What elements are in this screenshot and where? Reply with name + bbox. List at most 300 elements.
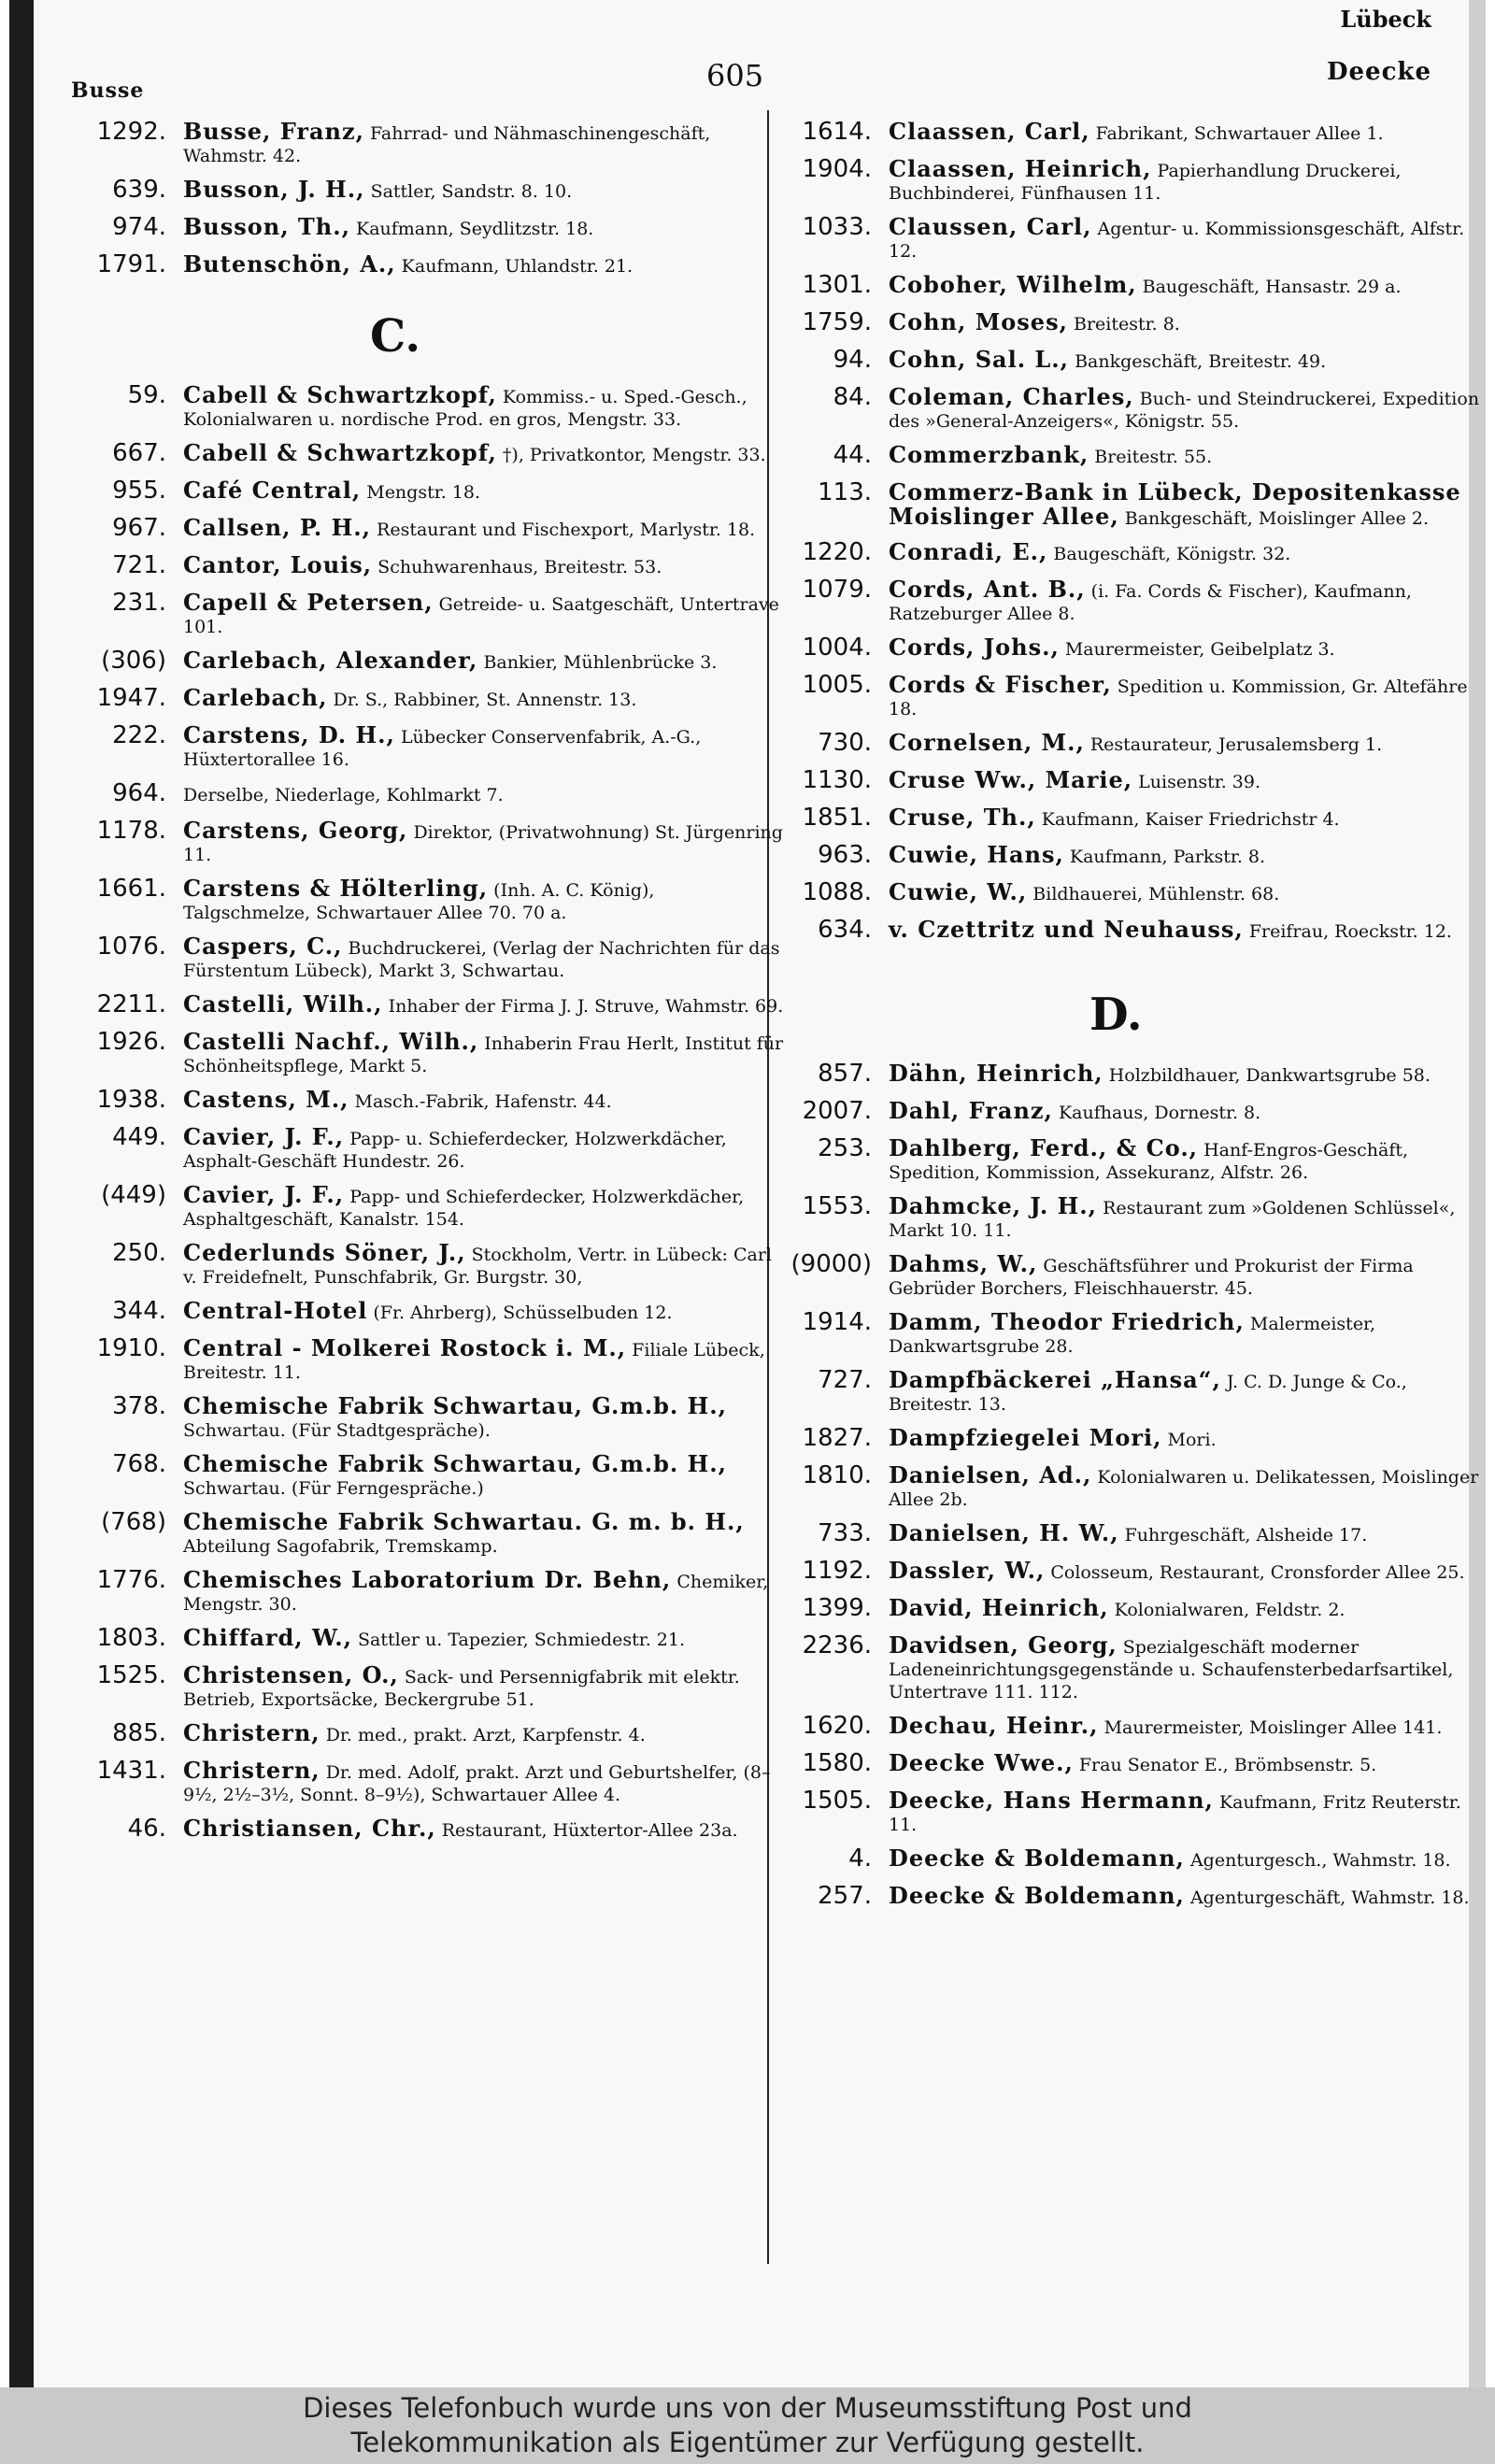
entry-text xyxy=(183,117,786,167)
directory-entry xyxy=(781,477,1491,530)
phone-number: 967. xyxy=(112,514,166,542)
entry-name: Deecke Wwe., xyxy=(889,1749,1074,1776)
entry-name: Chemisches Laboratorium Dr. Behn, xyxy=(183,1566,672,1593)
entry-name: Busson, Th., xyxy=(183,213,350,240)
directory-entry xyxy=(76,438,786,468)
directory-entry xyxy=(76,1180,786,1231)
phone-number: 1904. xyxy=(802,155,872,183)
phone-number: 250. xyxy=(112,1239,166,1267)
entry-name: Castelli Nachf., Wilh., xyxy=(183,1028,479,1055)
entry-details: Filiale Lübeck, Breitestr. 11. xyxy=(183,1340,765,1383)
entry-text xyxy=(889,1518,1491,1546)
entry-text xyxy=(183,1718,786,1746)
entry-details: Kolonialwaren u. Delikatessen, Moislinger Allee 2b. xyxy=(889,1467,1479,1510)
entry-details: Papp- und Schieferdecker, Holzwerkdächer, Asphaltgeschäft, Kanalstr. 154. xyxy=(183,1187,745,1230)
directory-entry xyxy=(76,932,786,982)
entry-text xyxy=(183,1180,786,1231)
phone-number: 1033. xyxy=(802,213,872,241)
entry-text xyxy=(889,765,1491,793)
entry-name: Cords, Ant. B., xyxy=(889,576,1086,603)
directory-entry xyxy=(76,212,786,242)
phone-number: 721. xyxy=(112,551,166,579)
phone-number: 768. xyxy=(112,1450,166,1478)
entry-name: Dechau, Heinr., xyxy=(889,1712,1099,1739)
entry-details: (Fr. Ahrberg), Schüsselbuden 12. xyxy=(373,1303,673,1323)
entry-details: Kolonialwaren, Feldstr. 2. xyxy=(1114,1600,1346,1620)
directory-entry xyxy=(76,175,786,205)
entry-details: Masch.-Fabrik, Hafenstr. 44. xyxy=(354,1091,612,1112)
phone-number: 1553. xyxy=(802,1192,872,1220)
directory-entry xyxy=(76,1660,786,1711)
entry-details: Freifrau, Roeckstr. 12. xyxy=(1248,921,1452,942)
phone-number: 730. xyxy=(818,729,872,757)
directory-entry xyxy=(781,840,1491,870)
left-column xyxy=(76,117,786,1851)
entry-details: Agenturgeschäft, Wahmstr. 18. xyxy=(1189,1887,1470,1908)
entry-text xyxy=(183,1085,786,1113)
entry-name: Claussen, Carl, xyxy=(889,213,1092,240)
entry-name: Carlebach, xyxy=(183,684,328,711)
phone-number: 113. xyxy=(818,478,872,506)
directory-entry xyxy=(76,380,786,431)
phone-number: 1079. xyxy=(802,576,872,604)
directory-entry xyxy=(76,1085,786,1115)
phone-number: 667. xyxy=(112,439,166,467)
entry-text xyxy=(889,803,1491,831)
entry-name: Christern, xyxy=(183,1757,320,1784)
directory-entry xyxy=(781,1556,1491,1586)
entry-name: Deecke & Boldemann, xyxy=(889,1844,1185,1872)
entry-details: Kaufmann, Seydlitzstr. 18. xyxy=(356,219,594,239)
phone-number: 857. xyxy=(818,1060,872,1088)
entry-details: Sattler u. Tapezier, Schmiedestr. 21. xyxy=(357,1630,686,1650)
entry-name: v. Czettritz und Neuhauss, xyxy=(889,916,1244,943)
entry-name: Chemische Fabrik Schwartau. G. m. b. H., xyxy=(183,1508,745,1535)
phone-number: 639. xyxy=(112,176,166,204)
directory-entry xyxy=(76,1565,786,1616)
directory-entry xyxy=(781,1881,1491,1911)
entry-name: Chemische Fabrik Schwartau, G.m.b. H., xyxy=(183,1450,728,1477)
entry-details: Lübecker Conservenfabrik, A.-G., Hüxtertorallee 16. xyxy=(183,727,702,770)
entry-text xyxy=(183,380,786,431)
phone-number: 1301. xyxy=(802,271,872,299)
entry-details: Maurermeister, Moislinger Allee 141. xyxy=(1103,1717,1443,1738)
phone-number: 634. xyxy=(818,916,872,944)
entry-details: Dr. med., prakt. Arzt, Karpfenstr. 4. xyxy=(325,1725,646,1745)
entry-details: Bankier, Mühlenbrücke 3. xyxy=(483,652,718,673)
entry-name: Commerz-Bank in Lübeck, Depositenkasse Moislinger Allee, xyxy=(889,478,1461,530)
phone-number: 1088. xyxy=(802,878,872,906)
entry-name: Cederlunds Söner, J., xyxy=(183,1239,466,1266)
entry-name: Dampfbäckerei „Hansa“, xyxy=(889,1366,1221,1393)
directory-entry xyxy=(781,1249,1491,1300)
entry-text xyxy=(889,440,1491,468)
phone-number: (9000) xyxy=(790,1250,872,1278)
entry-text xyxy=(889,1711,1491,1739)
phone-number: 449. xyxy=(112,1123,166,1151)
directory-entry xyxy=(76,646,786,676)
entry-details: Papierhandlung Druckerei, Buchbinderei, Fünfhausen 11. xyxy=(889,161,1402,204)
entry-text xyxy=(183,1814,786,1842)
entry-text xyxy=(889,877,1491,905)
entry-text xyxy=(183,1623,786,1651)
entry-name: Cavier, J. F., xyxy=(183,1123,345,1150)
entry-text xyxy=(889,1096,1491,1124)
directory-entry xyxy=(76,1449,786,1500)
phone-number: 1661. xyxy=(96,875,166,903)
phone-number: 222. xyxy=(112,721,166,749)
entry-name: Christiansen, Chr., xyxy=(183,1815,436,1842)
entry-name: Café Central, xyxy=(183,477,362,504)
entry-details: Spedition u. Kommission, Gr. Altefähre 18. xyxy=(889,677,1468,719)
directory-entry xyxy=(781,1133,1491,1184)
directory-entry xyxy=(781,633,1491,662)
entry-text xyxy=(183,249,786,278)
phone-number: 1005. xyxy=(802,671,872,699)
directory-entry xyxy=(76,1333,786,1384)
directory-entry xyxy=(781,1191,1491,1242)
directory-entry xyxy=(781,1593,1491,1623)
entry-details: Getreide- u. Saatgeschäft, Untertrave 101. xyxy=(183,594,779,637)
entry-name: Cuwie, Hans, xyxy=(889,841,1064,868)
entry-details: Abteilung Sagofabrik, Tremskamp. xyxy=(183,1536,498,1557)
footer-note xyxy=(0,2387,1495,2464)
entry-name: Callsen, P. H., xyxy=(183,514,371,541)
entry-name: Busson, J. H., xyxy=(183,176,365,203)
entry-text xyxy=(183,476,786,504)
entry-name: Deecke, Hans Hermann, xyxy=(889,1787,1214,1814)
phone-number: 1614. xyxy=(802,118,872,146)
entry-name: Capell & Petersen, xyxy=(183,589,434,616)
right-column xyxy=(781,117,1491,1918)
entry-text xyxy=(183,438,786,466)
phone-number: 964. xyxy=(112,779,166,807)
entry-name: Dassler, W., xyxy=(889,1557,1046,1584)
directory-entry xyxy=(781,1844,1491,1873)
entry-text xyxy=(889,270,1491,298)
entry-details: †), Privatkontor, Mengstr. 33. xyxy=(502,445,766,465)
phone-number: 1791. xyxy=(96,250,166,278)
phone-number: 1292. xyxy=(96,118,166,146)
entry-text xyxy=(889,1881,1491,1909)
entry-text xyxy=(183,932,786,982)
entry-text xyxy=(183,1333,786,1384)
phone-number: 974. xyxy=(112,213,166,241)
directory-entry xyxy=(781,765,1491,795)
directory-entry xyxy=(76,1718,786,1748)
phone-number: 378. xyxy=(112,1392,166,1420)
entry-text xyxy=(183,1391,786,1442)
phone-number: (768) xyxy=(101,1508,166,1536)
entry-name: Damm, Theodor Friedrich, xyxy=(889,1308,1245,1335)
entry-text xyxy=(889,575,1491,625)
entry-text xyxy=(889,117,1491,145)
directory-entry xyxy=(781,877,1491,907)
entry-details: Papp- u. Schieferdecker, Holzwerkdächer, Asphalt-Geschäft Hundestr. 26. xyxy=(183,1129,727,1172)
phone-number: 253. xyxy=(818,1134,872,1162)
entry-details: Sattler, Sandstr. 8. 10. xyxy=(370,181,573,202)
phone-number: 1620. xyxy=(802,1712,872,1740)
entry-name: Danielsen, H. W., xyxy=(889,1519,1119,1546)
directory-entry xyxy=(781,728,1491,758)
entry-name: Cruse, Th., xyxy=(889,804,1036,831)
entry-details: Derselbe, Niederlage, Kohlmarkt 7. xyxy=(183,785,504,805)
entry-text xyxy=(889,1593,1491,1621)
phone-number: 1076. xyxy=(96,933,166,961)
directory-entry xyxy=(781,1096,1491,1126)
entry-name: Cohn, Moses, xyxy=(889,308,1068,335)
directory-entry xyxy=(781,1518,1491,1548)
directory-entry xyxy=(76,1122,786,1173)
entry-name: Danielsen, Ad., xyxy=(889,1461,1092,1488)
entry-text xyxy=(183,1296,786,1324)
entry-text xyxy=(183,646,786,674)
directory-entry xyxy=(76,588,786,638)
entry-name: Dahlberg, Ferd., & Co., xyxy=(889,1134,1199,1161)
entry-name: Cords & Fischer, xyxy=(889,671,1112,698)
entry-text xyxy=(183,1756,786,1806)
entry-name: Busse, Franz, xyxy=(183,118,364,145)
entry-name: Dahmcke, J. H., xyxy=(889,1192,1098,1219)
entry-text xyxy=(889,345,1491,373)
entry-name: Cords, Johs., xyxy=(889,634,1060,661)
entry-name: Central - Molkerei Rostock i. M., xyxy=(183,1334,627,1361)
entry-name: Chemische Fabrik Schwartau, G.m.b. H., xyxy=(183,1392,728,1419)
phone-number: 1803. xyxy=(96,1624,166,1652)
entry-details: Fabrikant, Schwartauer Allee 1. xyxy=(1095,123,1384,144)
entry-name: Cruse Ww., Marie, xyxy=(889,766,1133,793)
phone-number: 1810. xyxy=(802,1461,872,1489)
phone-number: 885. xyxy=(112,1719,166,1747)
entry-details: Dr. S., Rabbiner, St. Annenstr. 13. xyxy=(333,690,637,710)
running-head-last-entry: Deecke xyxy=(1326,58,1431,86)
entry-text xyxy=(889,1460,1491,1511)
entry-text xyxy=(889,154,1491,205)
phone-number: 1926. xyxy=(96,1028,166,1056)
entry-name: Cabell & Schwartzkopf, xyxy=(183,439,497,466)
entry-text xyxy=(889,212,1491,263)
directory-entry xyxy=(76,1296,786,1326)
directory-entry xyxy=(76,476,786,506)
directory-entry xyxy=(76,513,786,543)
entry-details: (Inh. A. C. König), Talgschmelze, Schwartauer Allee 70. 70 a. xyxy=(183,880,655,923)
entry-details: J. C. D. Junge & Co., Breitestr. 13. xyxy=(889,1372,1407,1415)
entry-name: Claassen, Carl, xyxy=(889,118,1090,145)
entry-details: Mengstr. 18. xyxy=(366,482,481,503)
phone-number: (449) xyxy=(101,1181,166,1209)
directory-entry xyxy=(76,550,786,580)
entry-name: Dahms, W., xyxy=(889,1250,1038,1277)
entry-text xyxy=(889,1191,1491,1242)
directory-entry xyxy=(781,1460,1491,1511)
entry-details: Mori. xyxy=(1167,1430,1217,1450)
phone-number: 733. xyxy=(818,1519,872,1547)
directory-entry xyxy=(781,382,1491,433)
entry-details: Chemiker, Mengstr. 30. xyxy=(183,1572,769,1615)
directory-entry xyxy=(76,990,786,1019)
phone-number: 44. xyxy=(833,441,872,469)
scanned-page xyxy=(9,0,1486,2387)
entry-details: Hanf-Engros-Geschäft, Spedition, Kommission, Assekuranz, Alfstr. 26. xyxy=(889,1140,1409,1183)
directory-entry xyxy=(781,537,1491,567)
entry-details: Baugeschäft, Königstr. 32. xyxy=(1053,544,1291,564)
entry-details: Stockholm, Vertr. in Lübeck: Carl v. Freidefnelt, Punschfabrik, Gr. Burgstr. 30, xyxy=(183,1245,772,1288)
phone-number: 727. xyxy=(818,1366,872,1394)
directory-entry xyxy=(76,1756,786,1806)
entry-details: Geschäftsführer und Prokurist der Firma Gebrüder Borchers, Fleischhauerstr. 45. xyxy=(889,1256,1414,1299)
phone-number: 1178. xyxy=(96,817,166,845)
entry-name: Christensen, O., xyxy=(183,1661,399,1688)
entry-details: Buchdruckerei, (Verlag der Nachrichten für das Fürstentum Lübeck), Markt 3, Schwartau. xyxy=(183,938,780,981)
entry-details: Kaufhaus, Dornestr. 8. xyxy=(1058,1103,1261,1123)
phone-number: 94. xyxy=(833,346,872,374)
entry-name: Chiffard, W., xyxy=(183,1624,352,1651)
directory-entry xyxy=(76,683,786,713)
entry-text xyxy=(889,1365,1491,1416)
entry-details: Luisenstr. 39. xyxy=(1138,772,1260,792)
phone-number: 1399. xyxy=(802,1594,872,1622)
directory-entry xyxy=(781,1423,1491,1453)
entry-name: Dähn, Heinrich, xyxy=(889,1060,1103,1087)
entry-details: Maurermeister, Geibelplatz 3. xyxy=(1064,639,1335,660)
entry-name: Conradi, E., xyxy=(889,538,1048,565)
entry-details: Kaufmann, Fritz Reuterstr. 11. xyxy=(889,1792,1461,1835)
directory-entry xyxy=(76,249,786,279)
directory-entry xyxy=(781,670,1491,720)
entry-name: Carstens, D. H., xyxy=(183,721,395,748)
entry-text xyxy=(889,477,1491,530)
entry-details: Breitestr. 55. xyxy=(1094,447,1213,467)
entry-details: Inhaber der Firma J. J. Struve, Wahmstr. 69. xyxy=(388,996,784,1017)
section-letter: D. xyxy=(1089,989,1143,1041)
entry-details: Spezialgeschäft moderner Ladeneinrichtungsgegenstände u. Schaufensterbedarfsartikel, Untertrave 111. 112. xyxy=(889,1637,1454,1702)
directory-entry xyxy=(781,1631,1491,1703)
entry-text xyxy=(889,633,1491,661)
entry-name: Davidsen, Georg, xyxy=(889,1631,1118,1659)
entry-details: Holzbildhauer, Dankwartsgrube 58. xyxy=(1108,1065,1431,1086)
entry-text xyxy=(183,1238,786,1289)
running-head-city: Lübeck xyxy=(1340,6,1431,33)
entry-name: Cuwie, W., xyxy=(889,878,1028,905)
directory-entry xyxy=(781,575,1491,625)
entry-text xyxy=(889,1844,1491,1872)
entry-name: Claassen, Heinrich, xyxy=(889,155,1152,182)
entry-text xyxy=(183,212,786,240)
entry-details: Breitestr. 8. xyxy=(1074,314,1180,335)
entry-text xyxy=(183,1027,786,1077)
entry-text xyxy=(183,778,786,806)
phone-number: 1938. xyxy=(96,1086,166,1114)
directory-entry xyxy=(781,803,1491,833)
entry-details: Restaurant und Fischexport, Marlystr. 18. xyxy=(377,520,756,540)
entry-details: Restaurateur, Jerusalemsberg 1. xyxy=(1089,734,1383,755)
phone-number: 4. xyxy=(848,1844,872,1873)
directory-entry xyxy=(781,1711,1491,1741)
page-number: 605 xyxy=(706,58,764,93)
footer-line-1: Dieses Telefonbuch wurde uns von der Museumsstiftung Post und xyxy=(303,2392,1192,2424)
entry-details: Sack- und Persennigfabrik mit elektr. Betrieb, Exportsäcke, Beckergrube 51. xyxy=(183,1667,740,1710)
entry-text xyxy=(183,1660,786,1711)
directory-entry xyxy=(781,270,1491,300)
directory-entry xyxy=(781,1365,1491,1416)
directory-entry xyxy=(76,1238,786,1289)
entry-name: Deecke & Boldemann, xyxy=(889,1882,1185,1909)
entry-details: Bankgeschäft, Breitestr. 49. xyxy=(1075,351,1327,372)
directory-entry xyxy=(781,345,1491,375)
entry-name: Coleman, Charles, xyxy=(889,383,1134,410)
entry-text xyxy=(889,1423,1491,1451)
entry-details: Baugeschäft, Hansastr. 29 a. xyxy=(1142,277,1402,297)
entry-text xyxy=(889,1786,1491,1836)
phone-number: 1851. xyxy=(802,804,872,832)
phone-number: (306) xyxy=(101,647,166,675)
entry-text xyxy=(889,1307,1491,1358)
phone-number: 963. xyxy=(818,841,872,869)
directory-entry xyxy=(781,117,1491,147)
phone-number: 46. xyxy=(127,1815,166,1843)
entry-name: Dampfziegelei Mori, xyxy=(889,1424,1162,1451)
entry-details: Kaufmann, Parkstr. 8. xyxy=(1069,847,1266,867)
entry-name: Castelli, Wilh., xyxy=(183,990,383,1018)
entry-text xyxy=(183,175,786,203)
entry-name: Commerzbank, xyxy=(889,441,1089,468)
entry-name: Cantor, Louis, xyxy=(183,551,373,578)
directory-entry xyxy=(781,1307,1491,1358)
directory-entry xyxy=(781,915,1491,945)
entry-details: Schwartau. (Für Stadtgespräche). xyxy=(183,1420,491,1441)
phone-number: 1525. xyxy=(96,1661,166,1689)
entry-text xyxy=(183,720,786,771)
phone-number: 1827. xyxy=(802,1424,872,1452)
phone-number: 59. xyxy=(127,381,166,409)
entry-details: Restaurant zum »Goldenen Schlüssel«, Markt 10. 11. xyxy=(889,1198,1456,1241)
directory-entry xyxy=(781,440,1491,470)
entry-name: Cabell & Schwartzkopf, xyxy=(183,381,497,408)
phone-number: 84. xyxy=(833,383,872,411)
entry-details: Agenturgesch., Wahmstr. 18. xyxy=(1189,1850,1451,1871)
entry-text xyxy=(183,550,786,578)
entry-details: Frau Senator E., Brömbsenstr. 5. xyxy=(1078,1755,1377,1775)
entry-details: Dr. med. Adolf, prakt. Arzt und Geburtshelfer, (8–9½, 2½–3½, Sonnt. 8–9½), Schwartauer Allee 4. xyxy=(183,1762,771,1805)
phone-number: 1004. xyxy=(802,634,872,662)
entry-details: Kommiss.- u. Sped.-Gesch., Kolonialwaren u. nordische Prod. en gros, Mengstr. 33. xyxy=(183,387,748,430)
entry-details: Schuhwarenhaus, Breitestr. 53. xyxy=(377,557,662,577)
phone-number: 1776. xyxy=(96,1566,166,1594)
entry-name: Butenschön, A., xyxy=(183,250,396,278)
directory-entry xyxy=(76,778,786,808)
directory-entry xyxy=(781,1786,1491,1836)
entry-name: Carstens & Hölterling, xyxy=(183,875,489,902)
entry-name: Carstens, Georg, xyxy=(183,817,408,844)
entry-details: Bankgeschäft, Moislinger Allee 2. xyxy=(1124,508,1430,529)
entry-details: Fahrrad- und Nähmaschinengeschäft, Wahmstr. 42. xyxy=(183,123,711,166)
entry-text xyxy=(889,840,1491,868)
entry-text xyxy=(889,1631,1491,1703)
entry-name: Cavier, J. F., xyxy=(183,1181,345,1208)
entry-details: Colosseum, Restaurant, Cronsforder Allee 25. xyxy=(1050,1562,1465,1583)
phone-number: 1580. xyxy=(802,1749,872,1777)
phone-number: 1130. xyxy=(802,766,872,794)
entry-text xyxy=(889,1133,1491,1184)
directory-entry xyxy=(76,1027,786,1077)
entry-text xyxy=(889,307,1491,335)
entry-name: Dahl, Franz, xyxy=(889,1097,1053,1124)
entry-details: Buch- und Steindruckerei, Expedition des »General-Anzeigers«, Königstr. 55. xyxy=(889,389,1480,432)
entry-details: Bildhauerei, Mühlenstr. 68. xyxy=(1032,884,1280,904)
entry-text xyxy=(183,874,786,924)
entry-text xyxy=(889,1249,1491,1300)
phone-number: 1431. xyxy=(96,1757,166,1785)
